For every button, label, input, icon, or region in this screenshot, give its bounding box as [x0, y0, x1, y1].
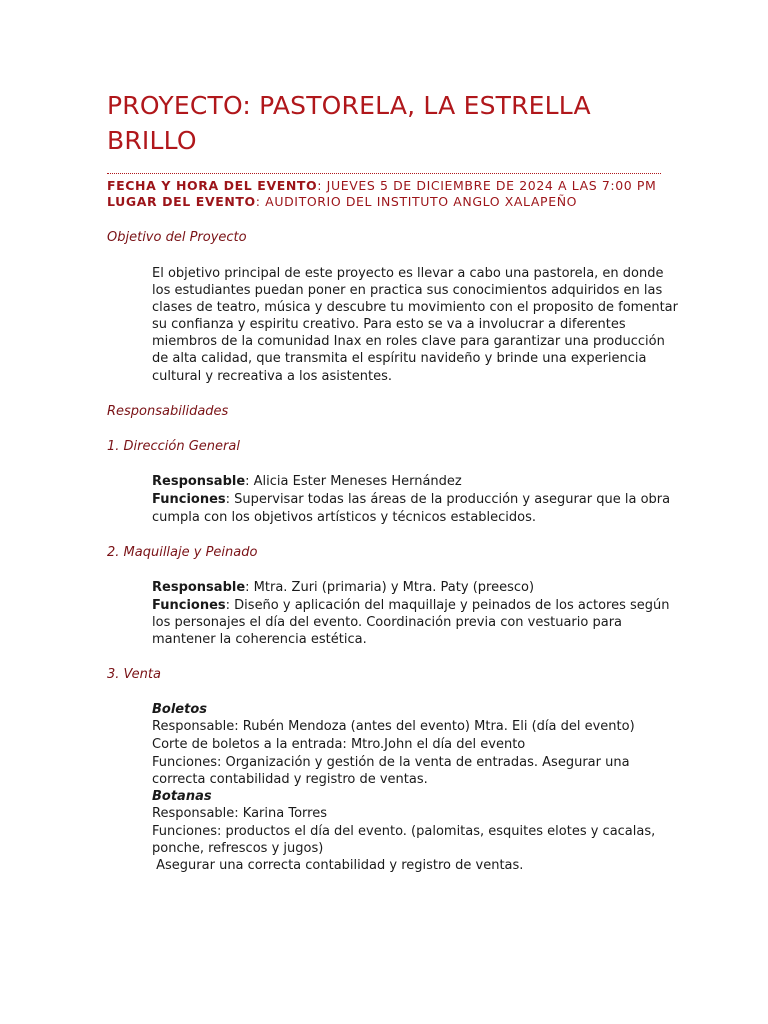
boletos-line: Corte de boletos a la entrada: Mtro.John el día del evento — [152, 737, 526, 752]
botanas-line: Funciones: productos el día del evento. (palomitas, esquites elotes y cacalas, — [152, 824, 656, 839]
maquillaje-responsable — [152, 579, 534, 596]
objective-line: cultural y recreativa a los asistentes. — [152, 369, 392, 384]
event-date-line — [107, 178, 656, 194]
maquillaje-heading: 2. Maquillaje y Peinado — [107, 545, 258, 560]
title-divider — [107, 173, 661, 174]
direccion-heading: 1. Dirección General — [107, 439, 240, 454]
funciones-label: Funciones — [152, 492, 226, 507]
objective-line: los estudiantes puedan poner en practica sus conocimientos adquiridos en las — [152, 283, 663, 298]
event-date-label: FECHA Y HORA DEL EVENTO — [107, 178, 318, 193]
direccion-funciones-cont: cumpla con los objetivos artísticos y técnicos establecidos. — [152, 510, 537, 525]
objective-line: miembros de la comunidad Inax en roles clave para garantizar una producción — [152, 334, 665, 349]
boletos-line: Responsable: Rubén Mendoza (antes del evento) Mtra. Eli (día del evento) — [152, 719, 635, 734]
page-title-line-1: PROYECTO: PASTORELA, LA ESTRELLA — [107, 91, 591, 120]
boletos-subheading: Boletos — [152, 702, 207, 717]
botanas-line: Asegurar una correcta contabilidad y registro de ventas. — [152, 858, 524, 873]
event-place-value: : AUDITORIO DEL INSTITUTO ANGLO XALAPEÑO — [255, 194, 578, 209]
direccion-responsable-value: : Alicia Ester Meneses Hernández — [245, 474, 462, 489]
botanas-line: ponche, refrescos y jugos) — [152, 841, 324, 856]
objective-line: clases de teatro, música y descubre tu movimiento con el proposito de fomentar — [152, 300, 678, 315]
responsibilities-heading: Responsabilidades — [107, 404, 229, 419]
maquillaje-funciones-value: : Diseño y aplicación del maquillaje y peinados de los actores según — [225, 598, 670, 613]
objective-heading: Objetivo del Proyecto — [107, 230, 247, 245]
objective-line: de alta calidad, que transmita el espíritu navideño y brinde una experiencia — [152, 351, 647, 366]
responsable-label: Responsable — [152, 580, 246, 595]
botanas-subheading: Botanas — [152, 789, 212, 804]
direccion-funciones-value: : Supervisar todas las áreas de la producción y asegurar que la obra — [225, 492, 671, 507]
direccion-responsable — [152, 473, 462, 490]
boletos-line: Funciones: Organización y gestión de la venta de entradas. Asegurar una — [152, 755, 630, 770]
funciones-label: Funciones — [152, 598, 226, 613]
maquillaje-responsable-value: : Mtra. Zuri (primaria) y Mtra. Paty (preesco) — [245, 580, 535, 595]
event-place-label: LUGAR DEL EVENTO — [107, 194, 256, 209]
maquillaje-funciones-cont: mantener la coherencia estética. — [152, 632, 367, 647]
boletos-line: correcta contabilidad y registro de ventas. — [152, 772, 428, 787]
maquillaje-funciones-cont: los personajes el día del evento. Coordinación previa con vestuario para — [152, 615, 623, 630]
objective-line: El objetivo principal de este proyecto es llevar a cabo una pastorela, en donde — [152, 266, 664, 281]
direccion-funciones — [152, 491, 670, 508]
objective-line: su confianza y espiritu creativo. Para esto se va a involucrar a diferentes — [152, 317, 626, 332]
page-title-line-2: BRILLO — [107, 126, 197, 155]
responsable-label: Responsable — [152, 474, 246, 489]
event-place-line — [107, 194, 577, 210]
event-date-value: : JUEVES 5 DE DICIEMBRE DE 2024 A LAS 7:00 PM — [317, 178, 657, 193]
venta-heading: 3. Venta — [107, 667, 161, 682]
botanas-line: Responsable: Karina Torres — [152, 806, 327, 821]
maquillaje-funciones — [152, 597, 670, 614]
